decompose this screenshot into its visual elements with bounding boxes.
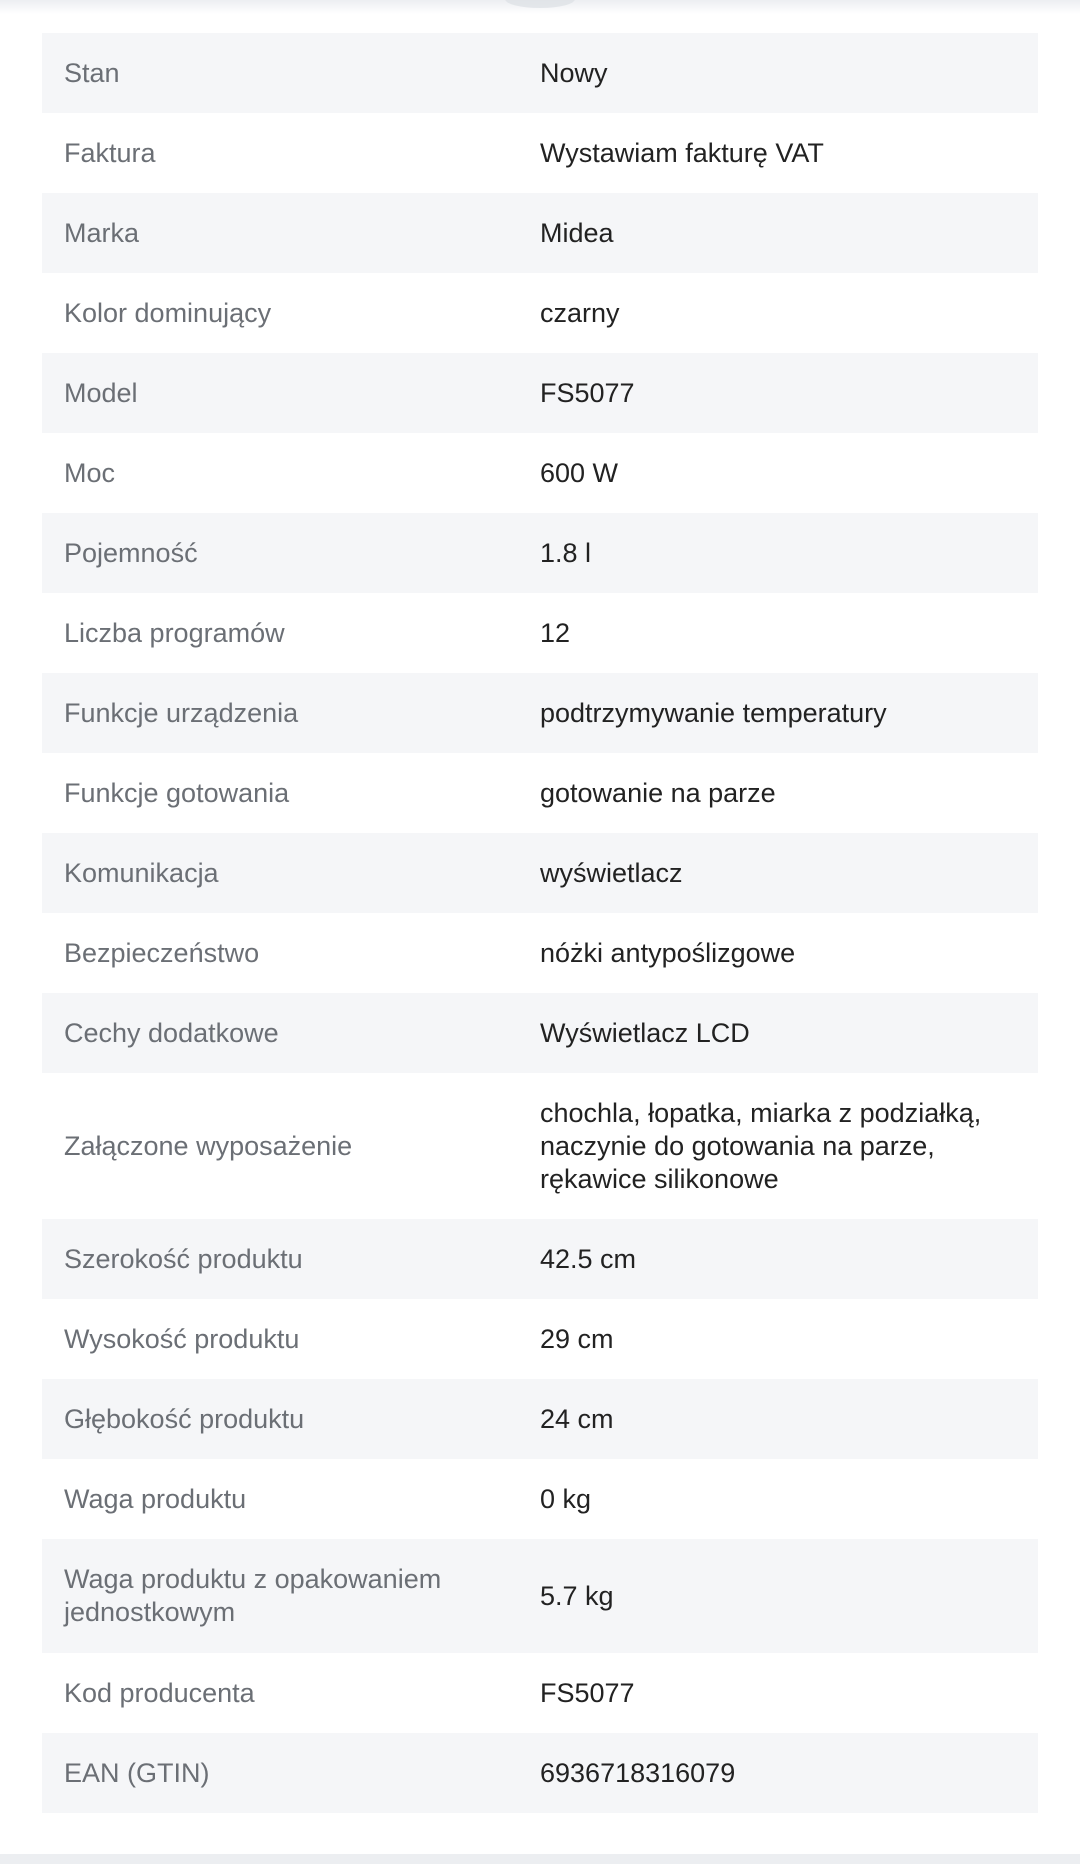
param-value: wyświetlacz [540, 857, 683, 888]
param-value: 600 W [540, 457, 619, 488]
param-label: EAN (GTIN) [64, 1757, 210, 1788]
param-label: Kolor dominujący [64, 297, 272, 328]
param-label: Kod producenta [64, 1677, 255, 1708]
table-row [42, 833, 1038, 913]
param-label: Model [64, 377, 138, 408]
param-value: Wystawiam fakturę VAT [540, 137, 824, 168]
table-row [42, 1459, 1038, 1539]
parameters-table [42, 33, 1038, 1813]
bottom-section-divider [0, 1854, 1080, 1864]
table-row [42, 593, 1038, 673]
param-value: czarny [540, 297, 620, 328]
table-row [42, 33, 1038, 113]
param-label: Bezpieczeństwo [64, 937, 260, 968]
param-value: FS5077 [540, 1677, 635, 1708]
param-label: Waga produktu [64, 1483, 247, 1514]
table-row [42, 1299, 1038, 1379]
table-row [42, 513, 1038, 593]
table-row [42, 993, 1038, 1073]
param-value: 12 [540, 617, 571, 648]
table-row [42, 193, 1038, 273]
param-value: 1.8 l [540, 537, 592, 568]
table-row [42, 353, 1038, 433]
table-row [42, 1733, 1038, 1813]
param-value: podtrzymywanie temperatury [540, 697, 887, 728]
param-label: Stan [64, 57, 120, 88]
param-value: FS5077 [540, 377, 635, 408]
param-value: gotowanie na parze [540, 777, 776, 808]
table-row [42, 1653, 1038, 1733]
table-row [42, 753, 1038, 833]
table-row [42, 433, 1038, 513]
param-value: Midea [540, 217, 614, 248]
param-label: Marka [64, 217, 140, 248]
table-row [42, 673, 1038, 753]
param-label: Moc [64, 457, 116, 488]
param-value: 5.7 kg [540, 1580, 614, 1611]
param-value: nóżki antypoślizgowe [540, 937, 796, 968]
param-value: 24 cm [540, 1403, 614, 1434]
param-label: Szerokość produktu [64, 1243, 303, 1274]
table-row [42, 1219, 1038, 1299]
param-label: Faktura [64, 137, 156, 168]
table-row [42, 1073, 1038, 1219]
param-value: 0 kg [540, 1483, 592, 1514]
param-label: Liczba programów [64, 617, 285, 648]
table-row [42, 913, 1038, 993]
table-row [42, 273, 1038, 353]
param-value: 42.5 cm [540, 1243, 637, 1274]
param-label: Komunikacja [64, 857, 219, 888]
param-value: 6936718316079 [540, 1757, 736, 1788]
param-value: chochla, łopatka, miarka z podziałką, naczynie do gotowania na parze, rękawice silikonowe [540, 1097, 982, 1194]
param-label: Załączone wyposażenie [64, 1130, 353, 1161]
param-label: Funkcje urządzenia [64, 697, 299, 728]
param-label: Funkcje gotowania [64, 777, 290, 808]
param-value: Wyświetlacz LCD [540, 1017, 750, 1048]
param-label: Cechy dodatkowe [64, 1017, 279, 1048]
param-value: 29 cm [540, 1323, 614, 1354]
param-label: Głębokość produktu [64, 1403, 305, 1434]
param-value: Nowy [540, 57, 608, 88]
param-label: Wysokość produktu [64, 1323, 300, 1354]
param-label: Waga produktu z opakowaniem jednostkowym [64, 1564, 442, 1627]
table-row [42, 113, 1038, 193]
table-row [42, 1539, 1038, 1653]
table-row [42, 1379, 1038, 1459]
param-label: Pojemność [64, 537, 198, 568]
